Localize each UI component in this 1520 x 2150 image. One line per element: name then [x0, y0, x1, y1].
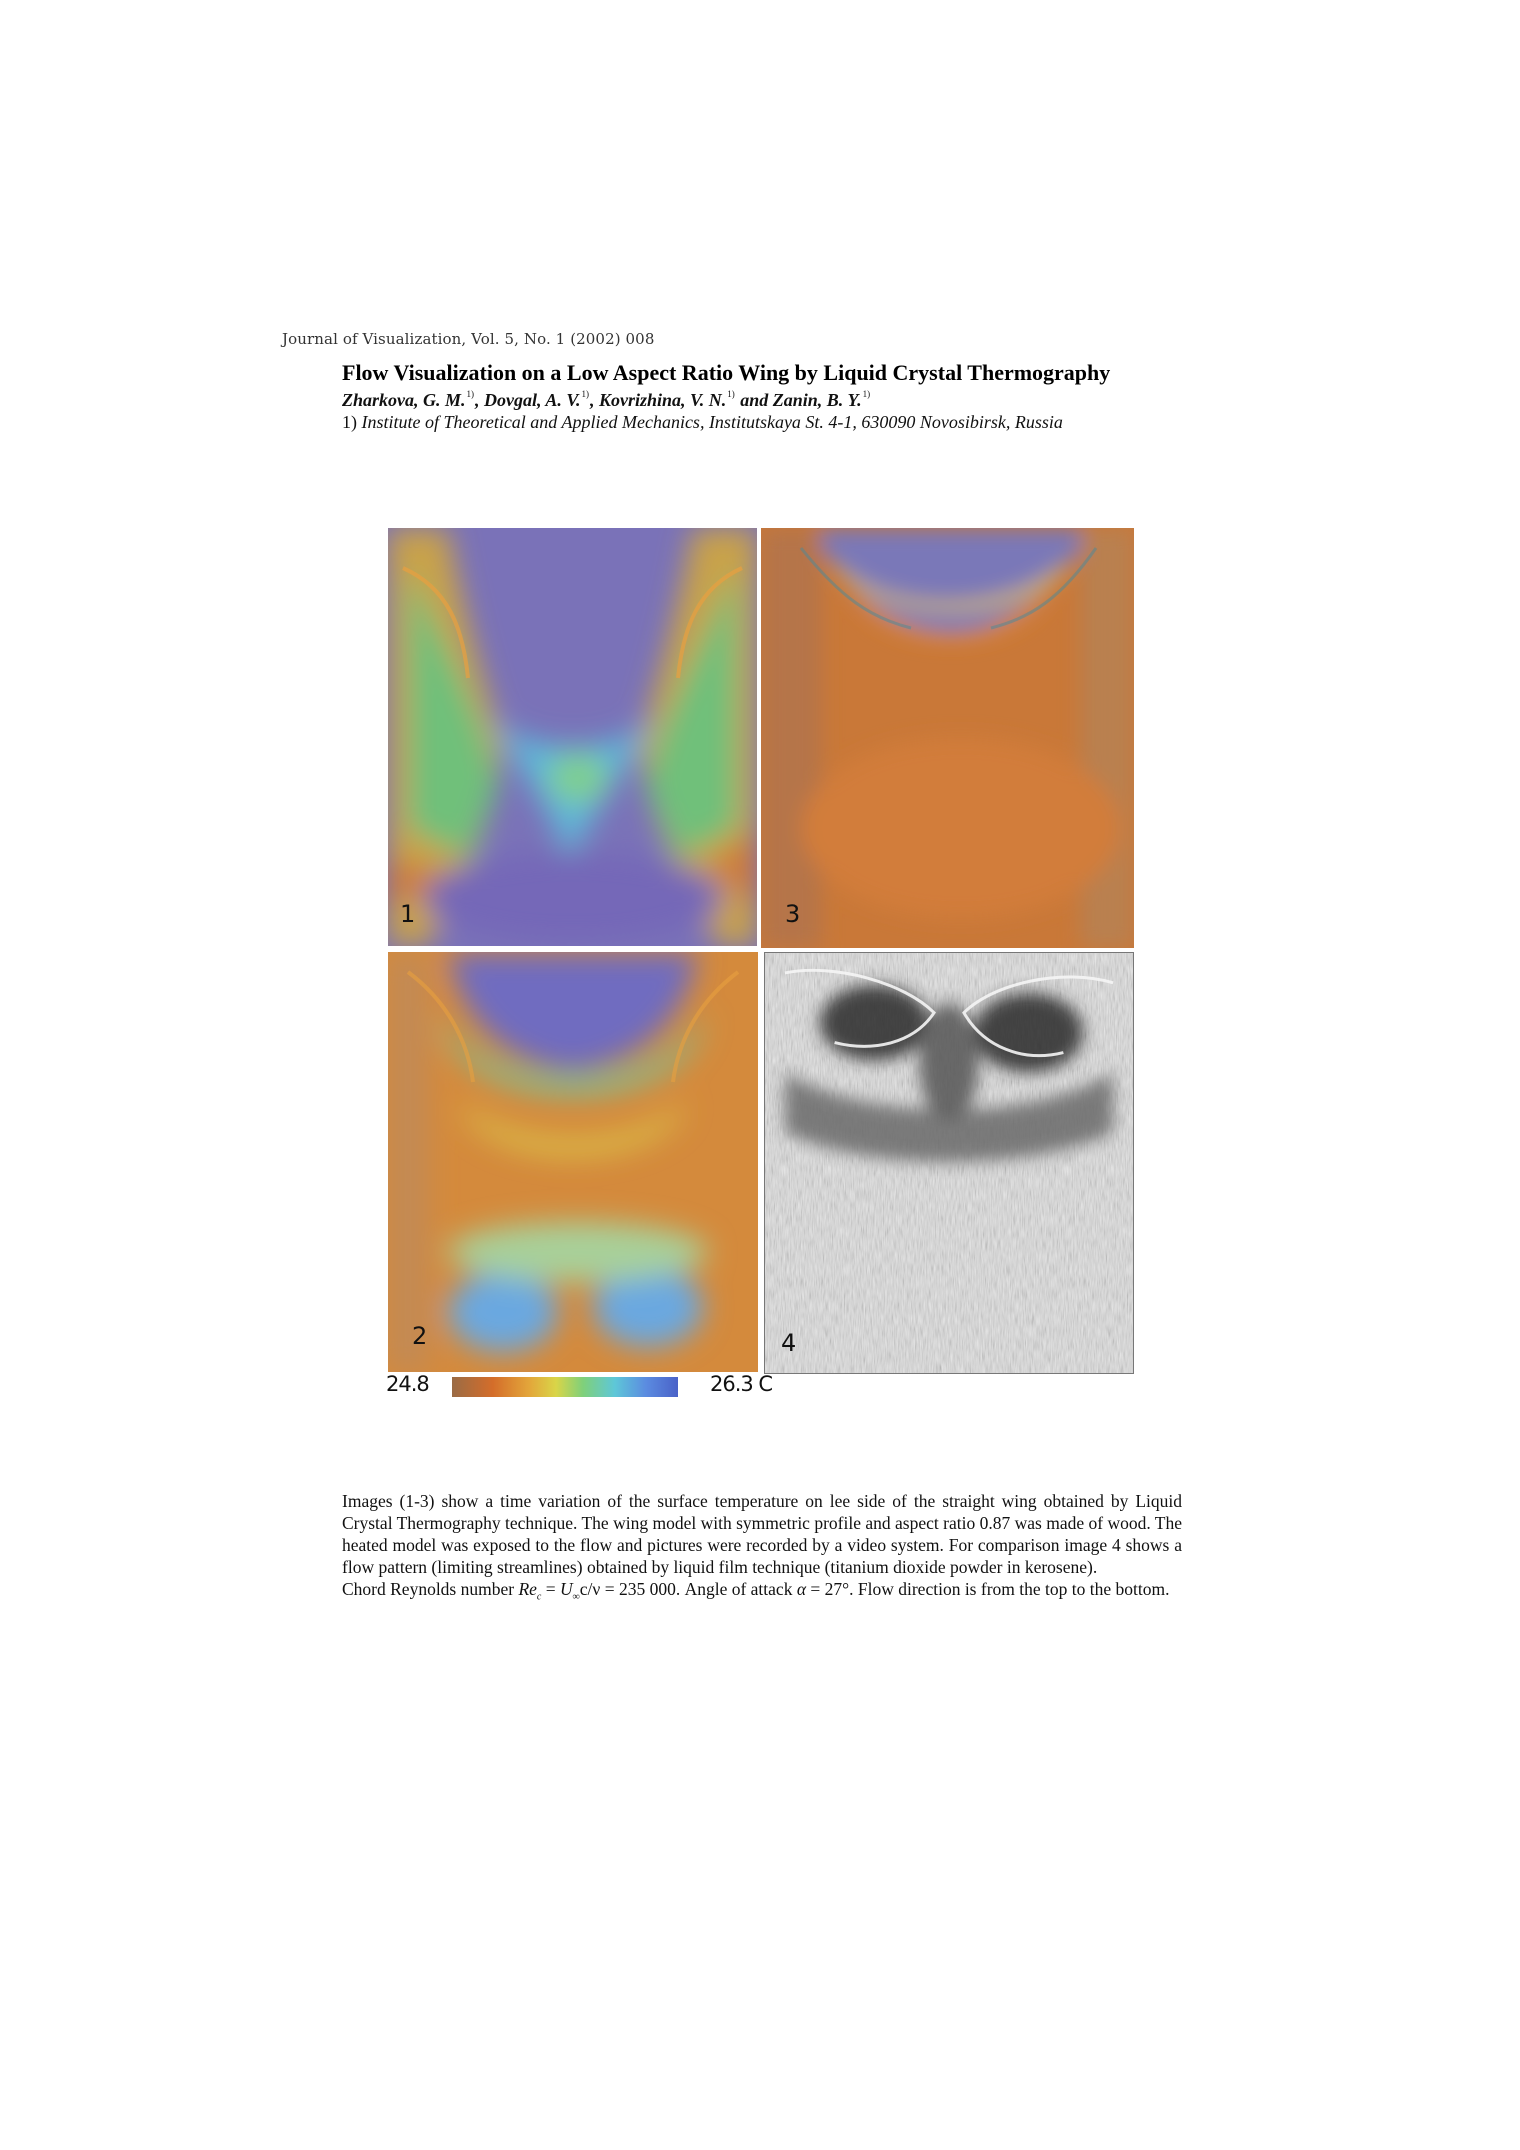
author-name: Zharkova, G. M.	[342, 390, 466, 410]
author-list	[342, 389, 871, 411]
caption-text: Chord Reynolds number	[342, 1579, 519, 1599]
author-affiliation-mark: 1)	[862, 389, 871, 399]
panel-1-image	[388, 528, 757, 946]
reynolds-symbol-text: Re	[518, 1579, 537, 1599]
panel-label: 4	[781, 1329, 797, 1357]
caption-text: = 27°. Flow direction is from the top to the bottom.	[806, 1579, 1170, 1599]
figure	[388, 528, 1134, 1410]
author-name: Dovgal, A. V.	[484, 390, 581, 410]
velocity-symbol	[560, 1579, 580, 1603]
caption-paragraph-1: Images (1-3) show a time variation of the surface temperature on lee side of the straight wing obtained by Liquid Crystal Thermography technique. The wing model with symmetric profile and aspect ratio 0.87 was made of wood. The heated model was exposed to the flow and pictures were recorded by a video system. For comparison image 4 shows a flow pattern (limiting streamlines) obtained by liquid film technique (titanium dioxide powder in kerosene).	[342, 1491, 1182, 1577]
panel-3-thermography	[761, 528, 1134, 948]
figure-caption	[342, 1490, 1182, 1609]
author-affiliation-mark: 1)	[727, 389, 735, 399]
author-affiliation-mark: 1)	[581, 389, 590, 399]
author-name: Kovrizhina, V. N.	[599, 390, 727, 410]
panel-label: 1	[400, 900, 416, 928]
author-name: Zanin, B. Y.	[772, 390, 862, 410]
journal-header: Journal of Visualization, Vol. 5, No. 1 (2002) 008	[282, 330, 655, 348]
panel-3-image	[761, 528, 1134, 948]
color-scale-max-label: 26.3 C	[710, 1372, 773, 1396]
panel-label: 3	[785, 900, 801, 928]
color-scale-bar	[452, 1377, 678, 1397]
author-separator: ,	[590, 390, 600, 410]
panel-4-oil-film	[764, 952, 1134, 1374]
author-separator: ,	[475, 390, 485, 410]
caption-text: c/ν = 235 000. Angle of attack	[579, 1579, 797, 1599]
velocity-subscript: ∞	[572, 1591, 580, 1603]
alpha-symbol: α	[796, 1579, 807, 1599]
panel-1-thermography	[388, 528, 757, 946]
color-scale-min-label: 24.8	[386, 1372, 429, 1396]
caption-text: =	[541, 1579, 560, 1599]
affiliation-text: Institute of Theoretical and Applied Mechanics, Institutskaya St. 4-1, 630090 Novosibirsk, Russia	[361, 412, 1063, 432]
affiliation-number: 1)	[342, 412, 357, 432]
affiliation	[342, 412, 1063, 433]
panel-2-thermography	[388, 952, 758, 1372]
reynolds-symbol	[518, 1579, 542, 1603]
author-affiliation-mark: 1)	[466, 389, 475, 399]
author-separator: and	[735, 390, 773, 410]
caption-paragraph-2	[342, 1578, 1182, 1609]
reynolds-subscript: c	[536, 1591, 542, 1603]
velocity-symbol-text: U	[560, 1579, 573, 1599]
paper-title: Flow Visualization on a Low Aspect Ratio Wing by Liquid Crystal Thermography	[342, 360, 1111, 385]
panel-4-image	[765, 953, 1133, 1373]
panel-2-image	[388, 952, 758, 1372]
panel-label: 2	[412, 1322, 428, 1350]
